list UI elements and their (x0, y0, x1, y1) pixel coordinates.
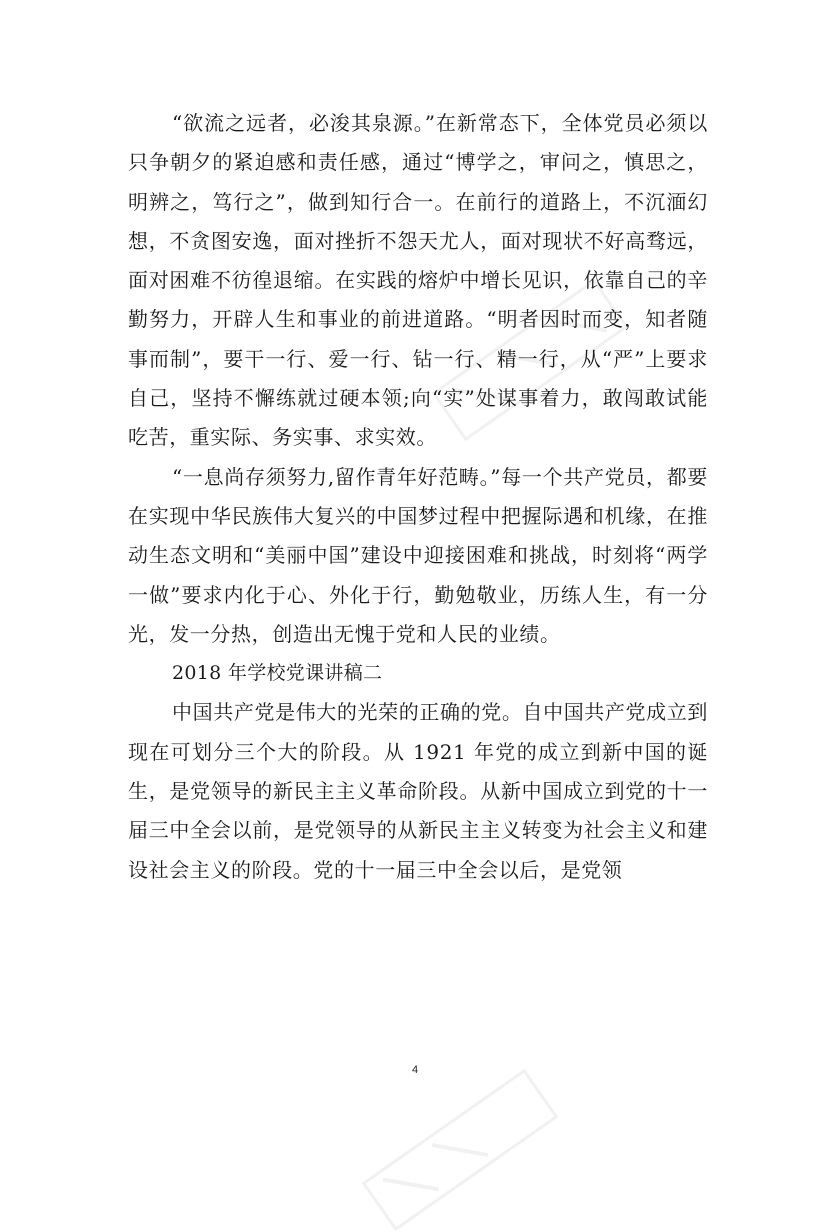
page-number: 4 (411, 1064, 419, 1076)
body-text (128, 104, 708, 890)
paragraph-1: “欲流之远者，必浚其泉源。”在新常态下，全体党员必须以只争朝夕的紧迫感和责任感，通过“博学之，审问之，慎思之，明辨之，笃行之”，做到知行合一。在前行的道路上，不沉湎幻想，不贪图安逸，面对挫折不怨天尤人，面对现状不好高骛远，面对困难不彷徨退缩。在实践的熔炉中增长见识，依靠自己的辛勤努力，开辟人生和事业的前进道路。“明者因时而变，知者随事而制”，要干一行、爱一行、钻一行、精一行，从“严”上要求自己，坚持不懈练就过硬本领;向“实”处谋事着力，敢闯敢试能吃苦，重实际、务实事、求实效。 (128, 111, 708, 450)
watermark-graphic-bottom (361, 1068, 559, 1232)
section-heading: 2018 年学校党课讲稿二 (172, 662, 383, 685)
paragraph-3: 中国共产党是伟大的光荣的正确的党。自中国共产党成立到现在可划分三个大的阶段。从 1921 年党的成立到新中国的诞生，是党领导的新民主主义革命阶段。从新中国成立到党的十一届三中全会以前，是党领导的从新民主主义转变为社会主义和建设社会主义的阶段。党的十一届三中全会以后，是党领 (128, 700, 708, 882)
paragraph-2: “一息尚存须努力,留作青年好范畴。”每一个共产党员，都要在实现中华民族伟大复兴的中国梦过程中把握际遇和机缘，在推动生态文明和“美丽中国”建设中迎接困难和挑战，时刻将“两学一做”要求内化于心、外化于行，勤勉敬业，历练人生，有一分光，发一分热，创造出无愧于党和人民的业绩。 (128, 464, 708, 646)
